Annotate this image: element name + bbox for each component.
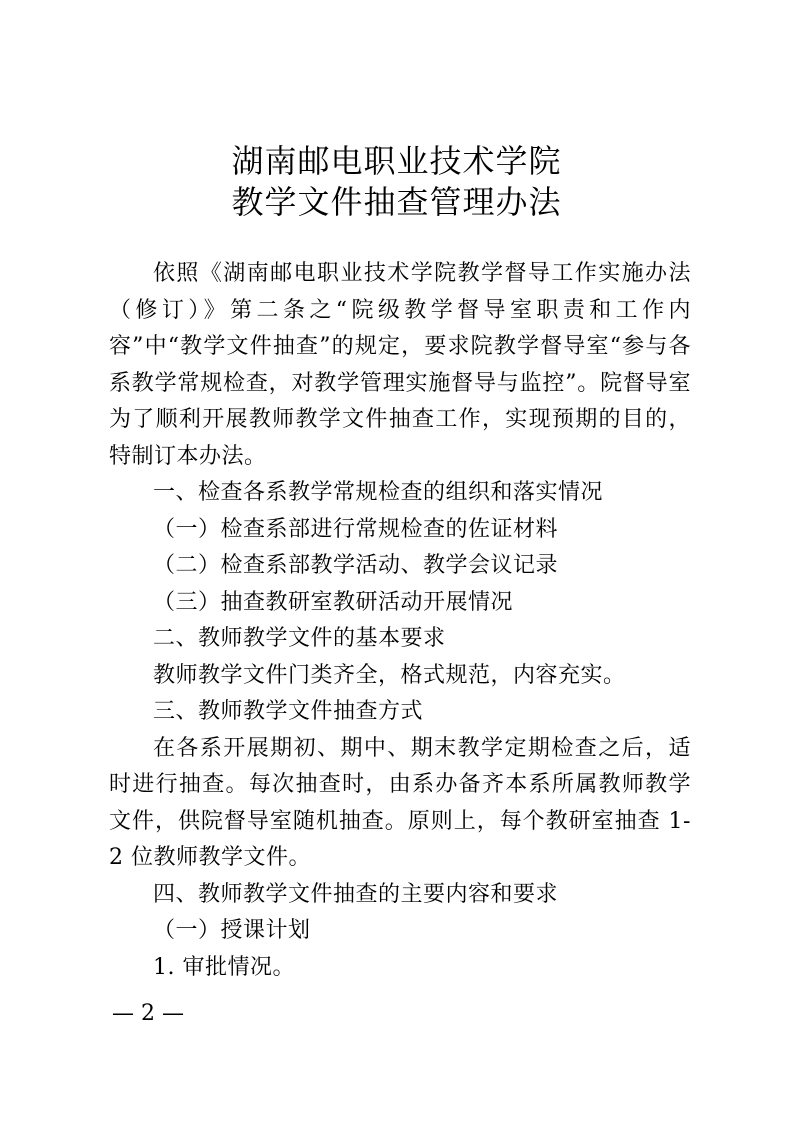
section1-item-3: （三）抽查教研室教研活动开展情况 — [153, 589, 514, 615]
section3-heading: 三、教师教学文件抽查方式 — [153, 699, 424, 724]
document-title-line2: 教学文件抽查管理办法 — [231, 183, 562, 221]
page-number: — 2 — — [112, 1001, 184, 1026]
section1-item-2: （二）检查系部教学活动、教学会议记录 — [153, 553, 559, 578]
document-title-line1: 湖南邮电职业技术学院 — [231, 142, 562, 180]
intro-paragraph: 依照《湖南邮电职业技术学院教学督导工作实施办法（修订）》第二条之“院级教学督导室职责和工作内容”中“教学文件抽查”的规定，要求院教学督导室“参与各系教学常规检查，对教学管理实施督导与监控”。院督导室为了顺利开展教师教学文件抽查工作，实现预期的目的，特制订本办法。 — [109, 261, 691, 469]
section4-item-1: 1. 审批情况。 — [153, 954, 295, 980]
section4-subheading: （一）授课计划 — [153, 918, 311, 943]
section2-text: 教师教学文件门类齐全，格式规范，内容充实。 — [153, 662, 626, 688]
section3-text: 在各系开展期初、期中、期末教学定期检查之后，适时进行抽查。每次抽查时，由系办备齐本系所属教师教学文件，供院督导室随机抽查。原则上，每个教研室抽查 1-2 位教师教学文件。 — [109, 735, 691, 870]
section2-heading: 二、教师教学文件的基本要求 — [153, 626, 446, 651]
document-body — [109, 256, 691, 986]
section1-item-1: （一）检查系部进行常规检查的佐证材料 — [153, 516, 559, 542]
section4-heading: 四、教师教学文件抽查的主要内容和要求 — [153, 881, 559, 907]
section1-heading: 一、检查各系教学常规检查的组织和落实情况 — [153, 480, 604, 505]
